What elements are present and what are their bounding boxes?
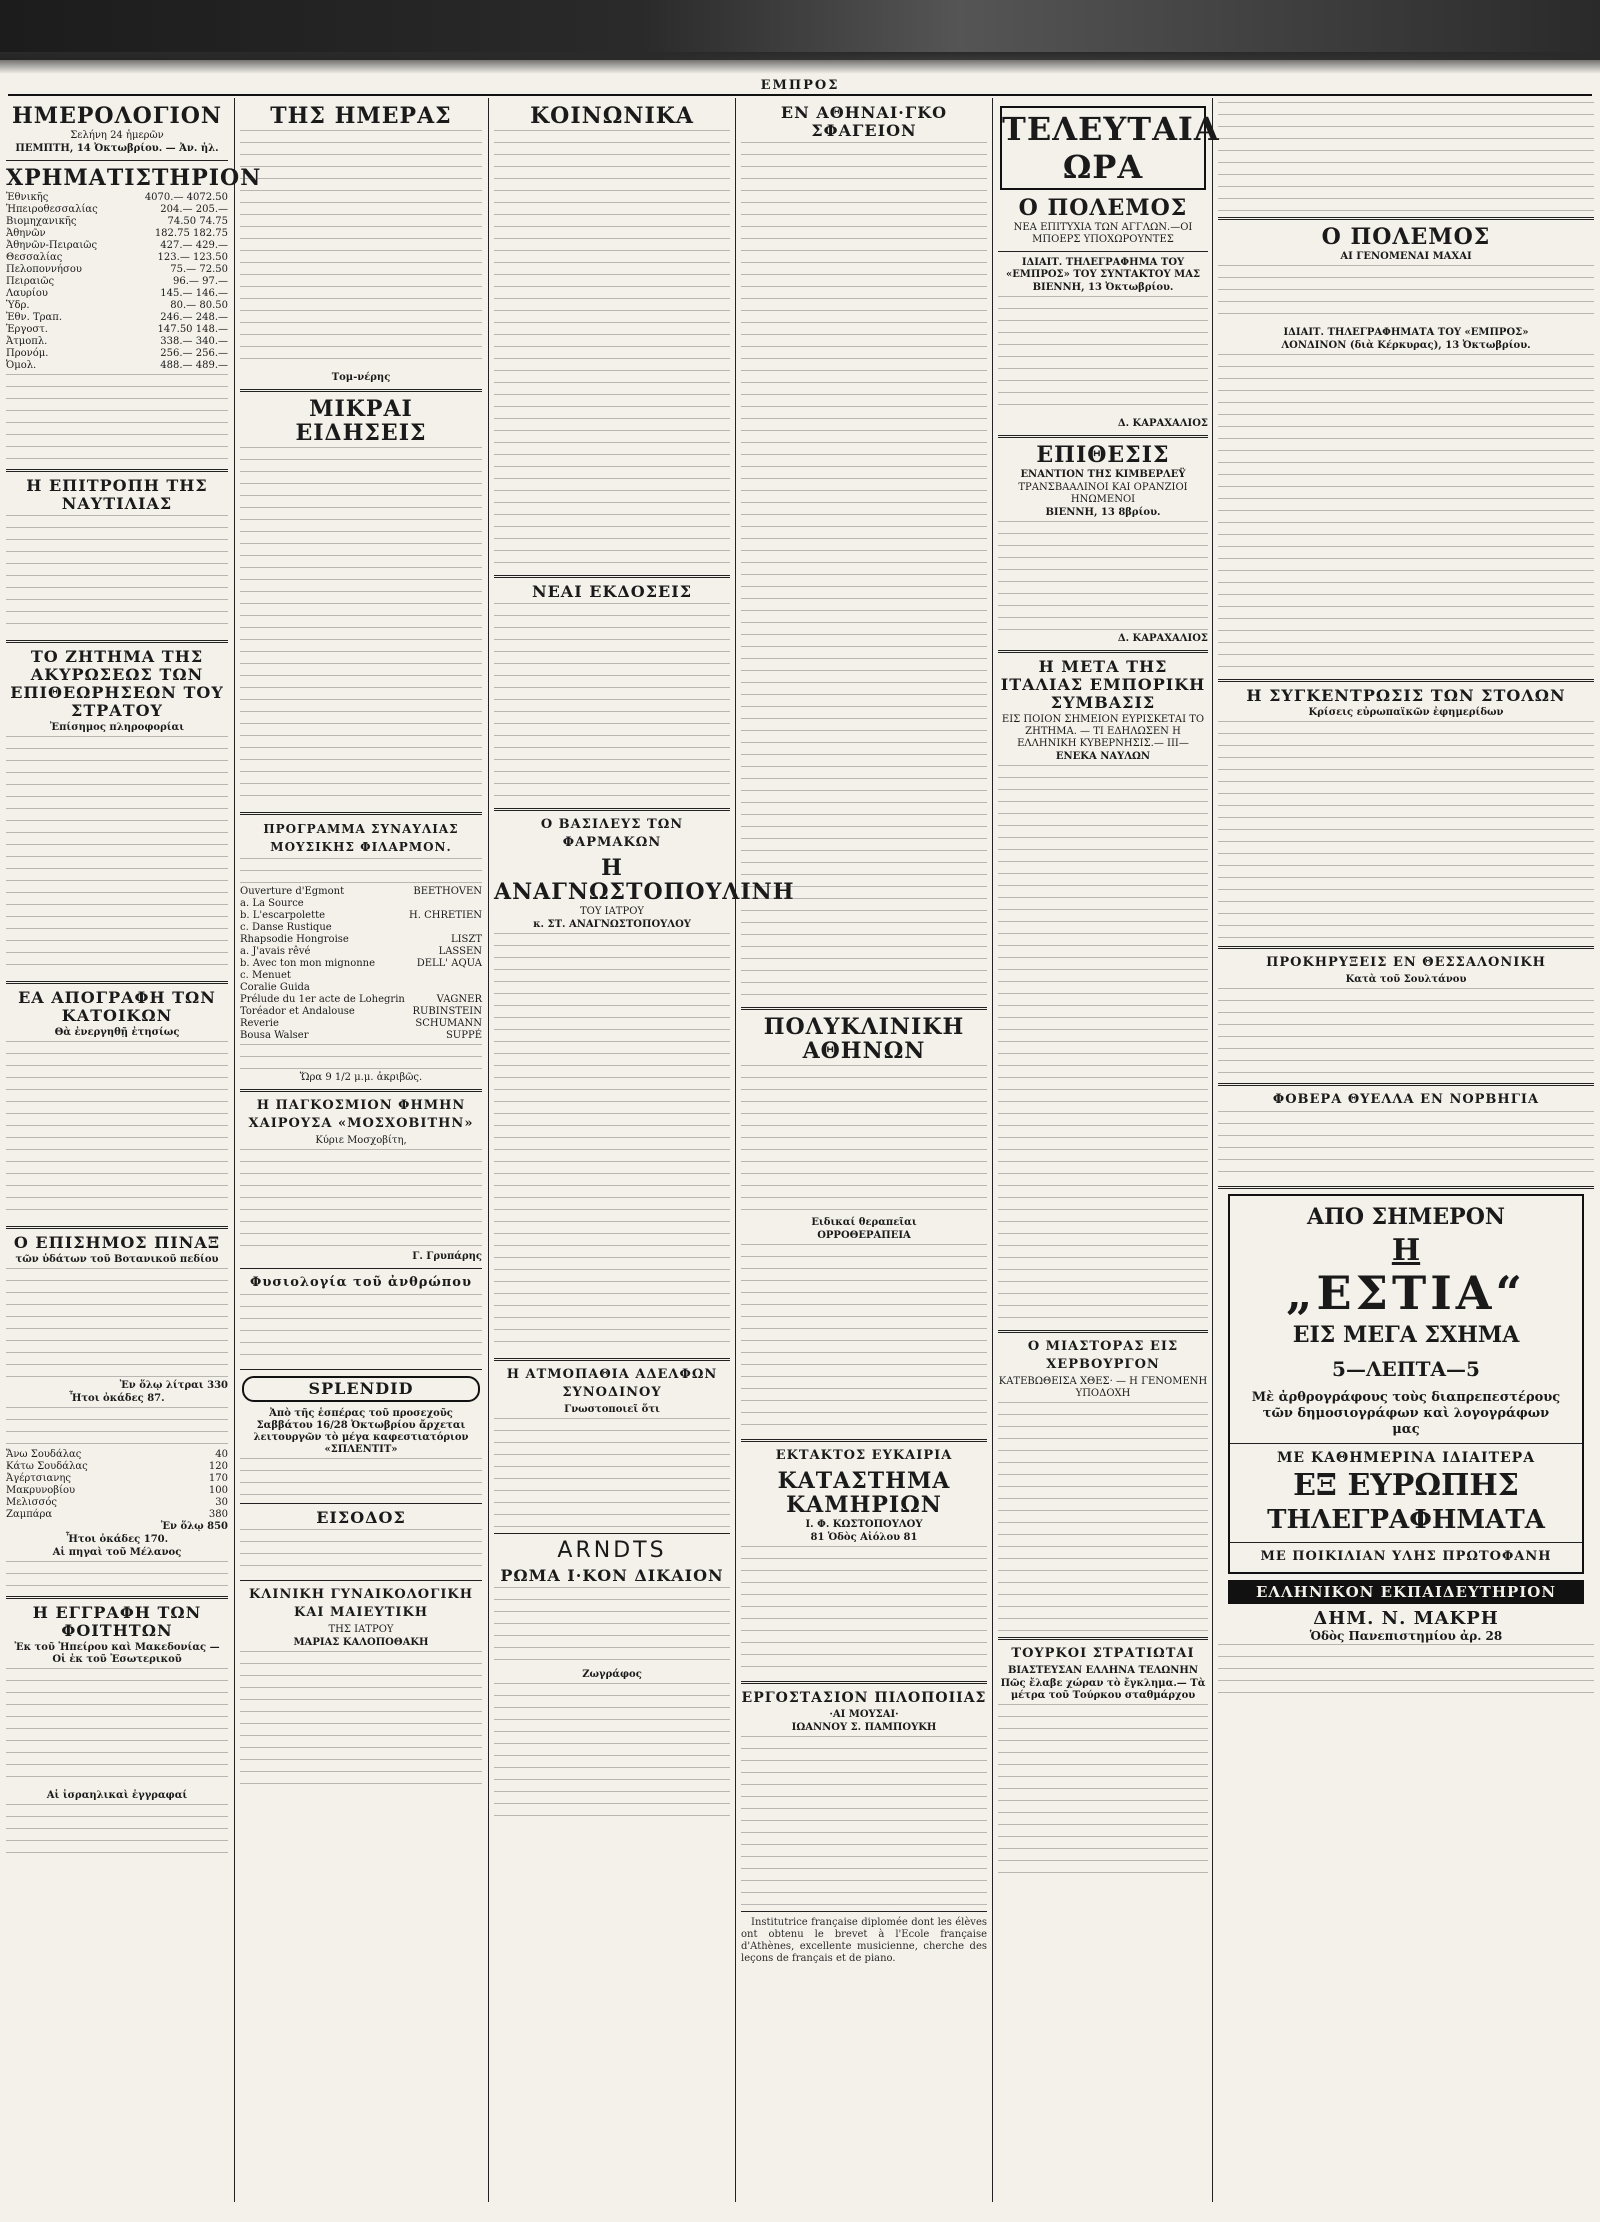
scan-edge-fade	[0, 52, 1600, 74]
program-item: b. Avec ton mon mignonne DELL' AQUA	[240, 958, 482, 969]
article-subheading: ΕΙΣ ΠΟΙΟΝ ΣΗΜΕΙΟΝ ΕΥΡΙΣΚΕΤΑΙ ΤΟ ΖΗΤΗΜΑ. — ΤΙ ΕΔΗΛΩΣΕΝ Η ΕΛΛΗΝΙΚΗ ΚΥΒΕΡΝΗΣΙΣ.— ΙΙΙ—	[1001, 714, 1205, 749]
signature: Τομ-νέρης	[331, 372, 391, 383]
advert-subheading: Γνωστοποιεῖ ὅτι	[564, 1404, 660, 1415]
stock-row: Ἠπειροθεσσαλίας 204.— 205.—	[6, 204, 228, 215]
text-block	[1218, 721, 1594, 941]
text-block	[741, 142, 987, 1002]
advert-price: 5—ΛΕΠΤΑ—5	[1332, 1357, 1480, 1381]
article-heading: ΠΟΛΥΚΛΙΝΙΚΗ ΑΘΗΝΩΝ	[763, 1014, 965, 1064]
article-subheading: Αἱ ἰσραηλικαὶ ἐγγραφαί	[46, 1790, 188, 1801]
advert-subheading: ΤΟΥ ΙΑΤΡΟΥ	[579, 906, 645, 917]
article-heading: ΕΙΣΟΔΟΣ	[316, 1508, 406, 1527]
telegram-source: ΙΔΙΑΙΤ. ΤΗΛΕΓΡΑΦΗΜΑ ΤΟΥ «ΕΜΠΡΟΣ» ΤΟΥ ΣΥΝΤΑΚΤΟΥ ΜΑΣ	[1005, 257, 1201, 280]
column-6	[1218, 100, 1594, 2202]
stock-table	[6, 192, 228, 372]
stock-row: Ἀτμοπλ. 338.— 340.—	[6, 336, 228, 347]
text-block	[6, 1668, 228, 1788]
article-heading: ΤΟ ΖΗΤΗΜΑ ΤΗΣ ΑΚΥΡΩΣΕΩΣ ΤΩΝ ΕΠΙΘΕΩΡΗΣΕΩΝ ΤΟΥ ΣΤΡΑΤΟΥ	[10, 647, 224, 720]
article-heading: ΕΠΙΘΕΣΙΣ	[1036, 442, 1170, 468]
war-subheading: ΑΙ ΓΕΝΟΜΕΝΑΙ ΜΑΧΑΙ	[1340, 251, 1472, 262]
advert-title: ΚΑΤΑΣΤΗΜΑ ΚΑΜΗΡΙΩΝ	[777, 1468, 951, 1518]
text-block	[998, 1402, 1208, 1632]
text-block	[240, 1294, 482, 1364]
text-block	[240, 1458, 482, 1498]
school-name: ΔΗΜ. Ν. ΜΑΚΡΗ	[1313, 1608, 1499, 1629]
telegram-dateline: ΒΙΕΝΝΗ, 13 8βρίου.	[1045, 507, 1161, 518]
article-subheading: τῶν ὑδάτων τοῦ Βοτανικοῦ πεδίου	[15, 1254, 219, 1265]
stock-row: Ἀθηνῶν-Πειραιῶς 427.— 429.—	[6, 240, 228, 251]
article-heading: ΕΝ ΑΘΗΝΑΙ·ΓΚΟ ΣΦΑΓΕΙΟΝ	[780, 103, 948, 140]
advert-text: Ἀπὸ τῆς ἑσπέρας τοῦ προσεχοῦς Σαββάτου 16/28 Ὀκτωβρίου ἄρχεται λειτουργῶν τὸ μέγα καφεστιατόριον «ΣΠΛΕΝΤΙΤ»	[253, 1408, 469, 1455]
water-row: Μακρυνοβίου 100	[6, 1485, 228, 1496]
french-advert: Institutrice française diplomée dont les élèves ont obtenu le brevet à l'Ecole française d'Athènes, excellente musicienne, cherche des leçons de français et de piano.	[741, 1917, 987, 1964]
stock-row: Προνόμ. 256.— 256.—	[6, 348, 228, 359]
article-heading: ΤΟΥΡΚΟΙ ΣΤΡΑΤΙΩΤΑΙ	[1011, 1646, 1195, 1661]
article-subheading: ΤΡΑΝΣΒΑΑΛΙΝΟΙ ΚΑΙ ΟΡΑΝΖΙΟΙ ΗΝΩΜΕΝΟΙ	[1018, 482, 1188, 505]
telegram-dateline: ΒΙΕΝΝΗ, 13 Ὀκτωβρίου.	[1032, 282, 1174, 293]
program-item: Toréador et Andalouse RUBINSTEIN	[240, 1006, 482, 1017]
text-block	[6, 515, 228, 635]
stock-row: Ἐθν. Τραπ. 246.— 248.—	[6, 312, 228, 323]
article-heading: Ο ΕΠΙΣΗΜΟΣ ΠΙΝΑΞ	[13, 1233, 221, 1252]
calendar-heading: ΗΜΕΡΟΛΟΓΙΟΝ	[11, 103, 223, 129]
telegram-dateline: ΛΟΝΔΙΝΟΝ (διὰ Κέρκυρας), 13 Ὀκτωβρίου.	[1281, 340, 1531, 351]
water-row: Κάτω Σουδάλας 120	[6, 1461, 228, 1472]
stock-row: Ὀμολ. 488.— 489.—	[6, 360, 228, 371]
article-heading: ΜΙΚΡΑΙ ΕΙΔΗΣΕΙΣ	[295, 396, 427, 446]
article-subheading: ΒΙΑΣΤΕΥΣΑΝ ΕΛΛΗΝΑ ΤΕΛΩΝΗΝ	[1007, 1665, 1199, 1676]
stock-row: Ἀθηνῶν 182.75 182.75	[6, 228, 228, 239]
text-block	[6, 1407, 228, 1447]
article-heading: ΚΟΙΝΩΝΙΚΑ	[530, 103, 694, 129]
program-item: a. J'avais rêvé LASSEN	[240, 946, 482, 957]
text-block	[494, 130, 730, 570]
program-item: a. La Source	[240, 898, 304, 909]
text-block	[240, 1651, 482, 1791]
total-line: Ἐν ὅλῳ 850	[160, 1521, 228, 1532]
article-heading: ΦΟΒΕΡΑ ΘΥΕΛΛΑ ΕΝ ΝΟΡΒΗΓΙΑ	[1272, 1092, 1540, 1107]
advert-name: ΜΑΡΙΑΣ ΚΑΛΟΠΟΘΑΚΗ	[293, 1637, 429, 1648]
program-item: b. L'escarpolette H. CHRETIEN	[240, 910, 482, 921]
column-1	[6, 100, 262, 2202]
advert-name: ΙΩΑΝΝΟΥ Σ. ΠΑΜΠΟΥΚΗ	[791, 1722, 937, 1733]
article-subheading: Κρίσεις εὐρωπαϊκῶν ἐφημερίδων	[1308, 707, 1504, 718]
program-item: Bousa Walser SUPPÉ	[240, 1030, 482, 1041]
stock-row: Ὑδρ. 80.— 80.50	[6, 300, 228, 311]
text-block	[741, 1736, 987, 1906]
article-subheading: Θὰ ἐνεργηθῇ ἐτησίως	[54, 1027, 180, 1038]
article-subheading: Αἱ πηγαὶ τοῦ Μέλανος	[52, 1547, 182, 1558]
signature: Δ. ΚΑΡΑΧΑΛΙΟΣ	[1117, 418, 1208, 429]
program-item: Ouverture d'Egmont BEETHOVEN	[240, 886, 482, 897]
column-divider	[488, 98, 489, 2202]
signature: Δ. ΚΑΡΑΧΑΛΙΟΣ	[1117, 633, 1208, 644]
text-block	[6, 1268, 228, 1378]
article-heading: Η ΣΥΓΚΕΝΤΡΩΣΙΣ ΤΩΝ ΣΤΟΛΩΝ	[1246, 686, 1566, 705]
column-3	[494, 100, 795, 2202]
article-heading: ΠΡΟΚΗΡΥΞΕΙΣ ΕΝ ΘΕΣΣΑΛΟΝΙΚΗ	[1266, 955, 1546, 970]
stock-row: Λαυρίου 145.— 146.—	[6, 288, 228, 299]
advert-line: ΕΞ ΕΥΡΩΠΗΣ	[1293, 1468, 1519, 1503]
advert-title: Η ΑΝΑΓΝΩΣΤΟΠΟΥΛΙΝΗ	[494, 855, 795, 905]
article-subheading: Πῶς ἔλαβε χώραν τὸ ἔγκλημα.— Τὰ μέτρα τοῦ Τούρκου σταθμάρχου	[1000, 1678, 1206, 1701]
advert-heading: Ο ΒΑΣΙΛΕΥΣ ΤΩΝ ΦΑΡΜΑΚΩΝ	[540, 817, 684, 850]
article-heading: Η ΕΓΓΡΑΦΗ ΤΩΝ ΦΟΙΤΗΤΩΝ	[32, 1603, 202, 1640]
total-line: Ἐν ὅλῳ λίτραι 330	[119, 1380, 228, 1391]
article-subheading: ΚΑΤΕΒΩΘΕΙΣΑ ΧΘΕΣ· — Η ΓΕΝΟΜΕΝΗ ΥΠΟΔΟΧΗ	[998, 1376, 1208, 1399]
sum-line: Ἦτοι ὀκάδες 87.	[69, 1393, 165, 1404]
column-4	[741, 100, 987, 2202]
text-block	[1218, 265, 1594, 325]
war-heading: Ο ΠΟΛΕΜΟΣ	[1018, 195, 1188, 221]
text-block	[240, 1149, 482, 1249]
letter-greeting: Κύριε Μοσχοβίτη,	[315, 1135, 407, 1146]
article-heading: ΤΗΣ ΗΜΕΡΑΣ	[270, 103, 452, 129]
program-item: Rhapsodie Hongroise LISZT	[240, 934, 482, 945]
column-divider	[992, 98, 993, 2202]
scan-dark-edge	[0, 0, 1600, 60]
text-block	[1218, 988, 1594, 1078]
article-subheading: Κατὰ τοῦ Σουλτάνου	[1345, 974, 1467, 985]
telegram-source: ΙΔΙΑΙΤ. ΤΗΛΕΓΡΑΦΗΜΑΤΑ ΤΟΥ «ΕΜΠΡΟΣ»	[1283, 327, 1529, 338]
war-heading: Ο ΠΟΛΕΜΟΣ	[1321, 224, 1491, 250]
article-subheading: Ειδικαί θεραπεῖαι	[811, 1217, 917, 1228]
water-row: Μελισσός 30	[6, 1497, 228, 1508]
text-block	[1218, 1111, 1594, 1181]
article-heading: ΝΕΑΙ ΕΚΔΟΣΕΙΣ	[531, 582, 693, 601]
advert-heading: ΕΚΤΑΚΤΟΣ ΕΥΚΑΙΡΙΑ	[775, 1448, 953, 1463]
stock-row: Πελοποννήσου 75.— 72.50	[6, 264, 228, 275]
article-heading: Η ΜΕΤΑ ΤΗΣ ΙΤΑΛΙΑΣ ΕΜΠΟΡΙΚΗ ΣΥΜΒΑΣΙΣ	[1000, 657, 1206, 712]
advert-heading: ΚΛΙΝΙΚΗ ΓΥΝΑΙΚΟΛΟΓΙΚΗ ΚΑΙ ΜΑΙΕΥΤΙΚΗ	[248, 1587, 474, 1620]
text-block	[998, 765, 1208, 1325]
advert-heading: ΕΡΓΟΣΤΑΣΙΟΝ ΠΙΛΟΠΟΙΙΑΣ	[741, 1690, 987, 1706]
advert-line: ΑΠΟ ΣΗΜΕΡΟΝ	[1307, 1204, 1505, 1230]
text-block	[494, 1418, 730, 1528]
sum-line: Ἦτοι ὀκάδες 170.	[65, 1534, 169, 1545]
article-subheading: ΕΝΕΚΑ ΝΑΥΛΩΝ	[1055, 751, 1151, 762]
advert-line: ΜΕ ΚΑΘΗΜΕΡΙΝΑ ΙΔΙΑΙΤΕΡΑ	[1276, 1450, 1536, 1466]
stock-row: Ἐργοστ. 147.50 148.—	[6, 324, 228, 335]
advert-heading: ARNDTS	[557, 1538, 667, 1563]
text-block	[1218, 1644, 1594, 1694]
stock-row: Ἐθνικῆς 4070.— 4072.50	[6, 192, 228, 203]
advert-name: Ι. Φ. ΚΩΣΤΟΠΟΥΛΟΥ	[805, 1519, 923, 1530]
text-block	[998, 1704, 1208, 1884]
stock-exchange-heading: ΧΡΗΜΑΤΙΣΤΗΡΙΟΝ	[6, 165, 262, 191]
article-heading: ΕΑ ΑΠΟΓΡΑΦΗ ΤΩΝ ΚΑΤΟΙΚΩΝ	[18, 988, 216, 1025]
text-block	[6, 1041, 228, 1221]
water-row: Ἄνω Σουδάλας 40	[6, 1449, 228, 1460]
text-block	[6, 374, 228, 464]
program-item: Reverie SCHUMANN	[240, 1018, 482, 1029]
text-block	[998, 296, 1208, 416]
text-block	[1218, 102, 1594, 212]
program-item: Coralie Guida	[240, 982, 310, 993]
advert-line: Η	[1391, 1233, 1421, 1268]
advert-name: κ. ΣΤ. ΑΝΑΓΝΩΣΤΟΠΟΥΛΟΥ	[533, 919, 691, 930]
last-hour-heading: ΤΕΛΕΥΤΑΙΑ ΩΡΑ	[1000, 106, 1206, 190]
text-block	[240, 858, 482, 884]
text-block	[494, 603, 730, 803]
water-table	[6, 1449, 228, 1521]
text-block	[494, 1587, 730, 1667]
article-heading: Η ΕΠΙΤΡΟΠΗ ΤΗΣ ΝΑΥΤΙΛΙΑΣ	[26, 476, 208, 513]
advert-line: ΜΕ ΠΟΙΚΙΛΙΑΝ ΥΛΗΣ ΠΡΩΤΟΦΑΝΗ	[1260, 1549, 1552, 1564]
text-block	[6, 1561, 228, 1591]
advert-heading: SPLENDID	[242, 1376, 480, 1402]
program-item: c. Menuet	[240, 970, 291, 981]
article-subheading: Ἐπίσημος πληροφορίαι	[49, 722, 185, 733]
article-subheading: Ἐκ τοῦ Ἠπείρου καὶ Μακεδονίας — Οἱ ἐκ τοῦ Ἐσωτερικοῦ	[14, 1642, 220, 1665]
advert-title: ΡΩΜΑ Ι·ΚΟΝ ΔΙΚΑΙΟΝ	[500, 1566, 724, 1585]
column-divider	[1212, 98, 1213, 2202]
column-5	[998, 100, 1220, 2202]
newspaper-masthead: ΕΜΠΡΟΣ	[760, 78, 840, 93]
text-block	[240, 447, 482, 807]
text-block	[6, 1804, 228, 1864]
school-heading: ΕΛΛΗΝΙΚΟΝ ΕΚΠΑΙΔΕΥΤΗΡΙΟΝ	[1228, 1580, 1584, 1604]
water-row: Ἀγέρτσιανης 170	[6, 1473, 228, 1484]
advert-address: 81 Ὁδὸς Αἰόλου 81	[810, 1532, 918, 1543]
article-heading: Φυσιολογία τοῦ ἀνθρώπου	[250, 1275, 472, 1290]
program-item: Prélude du 1er acte de Lohegrin VAGNER	[240, 994, 482, 1005]
column-2	[240, 100, 482, 2202]
masthead-rule	[8, 94, 1592, 96]
column-divider	[234, 98, 235, 2202]
text-block	[741, 1244, 987, 1434]
estia-title: „ΕΣΤΙΑ“	[1286, 1266, 1526, 1320]
advert-subheading: ·ΑΙ ΜΟΥΣΑΙ·	[829, 1709, 899, 1720]
advert-line: Μὲ ἀρθρογράφους τοὺς διαπρεπεστέρους τῶν δημοσιογράφων καὶ λογογράφων μας	[1251, 1390, 1561, 1437]
advert-line: ΕΙΣ ΜΕΓΑ ΣΧΗΜΑ	[1292, 1322, 1520, 1348]
war-subheading: ΝΕΑ ΕΠΙΤΥΧΙΑ ΤΩΝ ΑΓΓΛΩΝ.—ΟΙ ΜΠΟΕΡΣ ΥΠΟΧΩΡΟΥΝΤΕΣ	[1013, 222, 1193, 245]
text-block	[240, 1529, 482, 1575]
program-item: c. Danse Rustique	[240, 922, 332, 933]
text-block	[1218, 354, 1594, 674]
school-address: Ὁδὸς Πανεπιστημίου ἀρ. 28	[1309, 1629, 1503, 1643]
advert-heading: Η ΑΤΜΟΠΑΘΙΑ ΑΔΕΛΦΩΝ ΣΥΝΟΔΙΝΟΥ	[506, 1367, 718, 1400]
text-block	[494, 1683, 730, 1823]
text-block	[494, 933, 730, 1353]
signature: Γ. Γρυπάρης	[412, 1251, 482, 1262]
moon-line: Σελήνη 24 ἡμερῶν	[70, 130, 164, 141]
article-subheading: ΟΡΡΟΘΕΡΑΠΕΙΑ	[817, 1230, 911, 1241]
article-subheading: ΕΝΑΝΤΙΟΝ ΤΗΣ ΚΙΜΒΕΡΛΕΫ	[1020, 469, 1186, 480]
water-row: Ζαμπάρα 380	[6, 1509, 228, 1520]
text-block	[6, 736, 228, 976]
advert-line: ΤΗΛΕΓΡΑΦΗΜΑΤΑ	[1267, 1505, 1545, 1535]
column-divider	[735, 98, 736, 2202]
concert-time: Ὥρα 9 1/2 μ.μ. ἀκριβῶς.	[299, 1072, 423, 1083]
concert-program	[240, 886, 482, 1042]
article-heading: Ο ΜΙΑΣΤΟΡΑΣ ΕΙΣ ΧΕΡΒΟΥΡΓΟΝ	[1027, 1339, 1179, 1372]
advert-subheading: ΤΗΣ ΙΑΤΡΟΥ	[328, 1624, 394, 1635]
stock-row: Θεσσαλίας 123.— 123.50	[6, 252, 228, 263]
text-block	[240, 1044, 482, 1070]
day-line: ΠΕΜΠΤΗ, 14 Ὀκτωβρίου. — Ἀν. ἡλ.	[15, 143, 219, 154]
text-block	[240, 130, 482, 370]
article-heading: Η ΠΑΓΚΟΣΜΙΟΝ ΦΗΜΗΝ ΧΑΙΡΟΥΣΑ «ΜΟΣΧΟΒΙΤΗΝ»	[248, 1098, 474, 1131]
text-block	[741, 1065, 987, 1215]
article-heading: ΠΡΟΓΡΑΜΜΑ ΣΥΝΑΥΛΙΑΣ ΜΟΥΣΙΚΗΣ ΦΙΛΑΡΜΟΝ.	[263, 822, 459, 854]
text-block	[998, 521, 1208, 631]
advert-subheading: Ζωγράφος	[582, 1669, 642, 1680]
stock-row: Βιομηχανικῆς 74.50 74.75	[6, 216, 228, 227]
text-block	[741, 1546, 987, 1676]
stock-row: Πειραιῶς 96.— 97.—	[6, 276, 228, 287]
estia-advert	[1228, 1194, 1584, 1574]
